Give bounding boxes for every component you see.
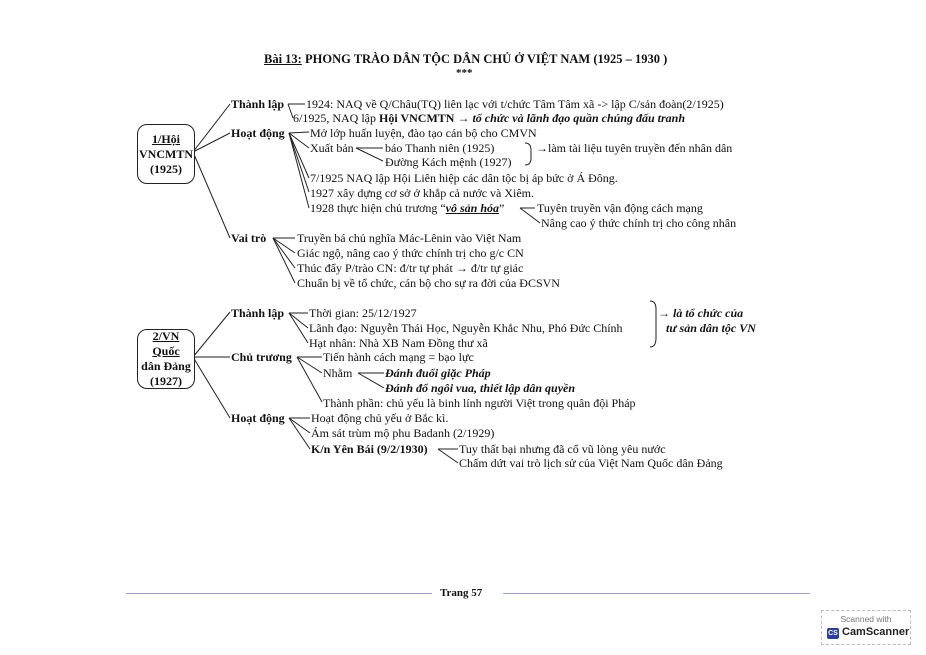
branch-thanh-lap-1: Thành lập: [231, 97, 285, 111]
lesson-heading: PHONG TRÀO DÂN TỘC DÂN CHỦ Ở VIỆT NAM (1925 – 1930 ): [304, 52, 668, 66]
hoat-dong-1-sub2: Nâng cao ý thức chính trị cho công nhân: [541, 216, 737, 230]
chu-truong-item3: Thành phần: chủ yếu là binh lính người Việt trong quân đội Pháp: [323, 396, 636, 410]
camscanner-watermark: [821, 610, 911, 645]
thanh-lap-2-item: Lãnh đạo: Nguyễn Thái Học, Nguyễn Khắc Nhu, Phó Đức Chính: [309, 321, 623, 335]
hoat-dong-1-lam-tai-lieu: →làm tài liệu tuyên truyền đến nhân dân: [536, 141, 733, 155]
branch-hoat-dong-2: Hoạt động: [231, 411, 285, 425]
thanh-lap-1-line2-c: → tổ chức và lãnh đạo quần chúng đấu tranh: [454, 111, 686, 125]
watermark-name: CamScanner: [842, 626, 910, 638]
box2-line3: (1927): [150, 374, 182, 388]
vai-tro-item: Chuẩn bị về tổ chức, cán bộ cho sự ra đời của ĐCSVN: [297, 276, 560, 290]
title-stars: ***: [456, 67, 473, 79]
thanh-lap-1-line2: [293, 111, 685, 125]
box2-line1: 2/VN Quốc: [152, 329, 180, 358]
item5-a: 1928 thực hiện chủ trương “: [310, 201, 446, 215]
thanh-lap-2-note1: → là tổ chức của: [658, 306, 744, 320]
hoat-dong-1-bao: báo Thanh niên (1925): [385, 141, 495, 155]
box1-line1: 1/Hội: [151, 131, 180, 146]
branch-hoat-dong-1: Hoạt động: [231, 126, 285, 140]
hoat-dong-2-sub2: Chấm dứt vai trò lịch sử của Việt Nam Quốc dân Đảng: [459, 456, 723, 470]
vai-tro-item: Giác ngộ, nâng cao ý thức chính trị cho g/c CN: [297, 246, 524, 260]
hoat-dong-2-sub1: Tuy thất bại nhưng đã cổ vũ lòng yêu nước: [459, 442, 666, 456]
branch-vai-tro: Vai trò: [231, 231, 267, 245]
hoat-dong-1-sub1: Tuyên truyền vận động cách mạng: [537, 201, 703, 215]
box2-line2: dân Đảng: [141, 359, 191, 373]
hoat-dong-2-item1: Hoạt động chủ yếu ở Bắc kì.: [311, 411, 449, 425]
footer-rule-left: [126, 593, 432, 594]
hoat-dong-1-item5: [310, 201, 504, 215]
vai-tro-item: Truyền bá chủ nghĩa Mác-Lênin vào Việt Nam: [297, 231, 522, 245]
hoat-dong-1-duong: Đường Kách mệnh (1927): [385, 155, 512, 169]
watermark-top-text: Scanned with: [840, 614, 892, 624]
thanh-lap-1-line1: 1924: NAQ về Q/Châu(TQ) liên lạc với t/chức Tâm Tâm xã -> lập C/sản đoàn(2/1925): [306, 97, 724, 111]
hoat-dong-2-item2: Ám sát trùm mộ phu Badanh (2/1929): [311, 426, 495, 440]
hoat-dong-2-item3: K/n Yên Bái (9/2/1930): [311, 442, 428, 456]
thanh-lap-2-item: Hạt nhân: Nhà XB Nam Đồng thư xã: [309, 336, 488, 350]
branch-thanh-lap-2: Thành lập: [231, 306, 285, 320]
thanh-lap-2-item: Thời gian: 25/12/1927: [309, 306, 417, 320]
branch-chu-truong: Chủ trương: [231, 350, 292, 364]
item5-b: vô sản hóa: [445, 201, 499, 215]
node-hoi-vncmtn: [137, 124, 195, 184]
box1-line3: (1925): [150, 161, 182, 176]
page-number: Trang 57: [440, 587, 483, 599]
camscanner-logo-icon: CS: [828, 630, 838, 637]
node-vn-quoc-dan-dang: [137, 329, 195, 389]
thanh-lap-1-line2-b: Hội VNCMTN: [379, 111, 455, 125]
thanh-lap-2-note2: tư sản dân tộc VN: [666, 321, 756, 335]
chu-truong-item1: Tiến hành cách mạng = bạo lực: [323, 350, 474, 364]
box1-line2: VNCMTN: [139, 146, 193, 161]
footer-rule-right: [503, 593, 810, 594]
hoat-dong-1-xuat-ban: Xuất bản: [310, 141, 354, 155]
lesson-title: [264, 52, 667, 66]
hoat-dong-1-item4: 1927 xây dựng cơ sở ở khắp cả nước và Xiêm.: [310, 186, 535, 200]
hoat-dong-1-item1: Mở lớp huấn luyện, đào tạo cán bộ cho CMVN: [310, 126, 537, 140]
chu-truong-nham1: Đánh đuổi giặc Pháp: [385, 366, 491, 380]
chu-truong-nham: Nhằm: [323, 366, 353, 380]
chu-truong-nham2: Đánh đổ ngôi vua, thiết lập dân quyền: [385, 381, 576, 395]
item5-c: ”: [499, 201, 505, 215]
hoat-dong-1-item3: 7/1925 NAQ lập Hội Liên hiệp các dân tộc bị áp bức ở Á Đông.: [310, 171, 618, 185]
thanh-lap-1-line2-a: 6/1925, NAQ lập: [293, 111, 379, 125]
lesson-number: Bài 13:: [264, 52, 302, 66]
vai-tro-item: Thúc đẩy P/trào CN: đ/tr tự phát → đ/tr tự giác: [297, 261, 524, 275]
